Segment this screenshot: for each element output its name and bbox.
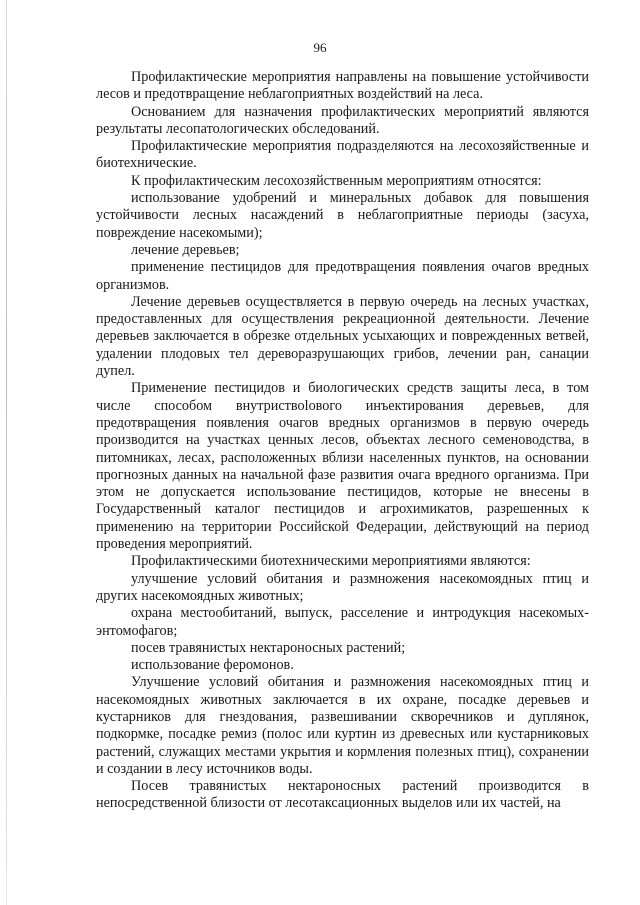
paragraph: Посев травянистых нектароносных растений производится в непосредственной близости от лесотаксационных выделов или их частей, на xyxy=(96,778,589,812)
page-number: 96 xyxy=(313,40,327,55)
paragraph: К профилактическим лесохозяйственным мероприятиям относятся: xyxy=(131,172,542,189)
paragraph: Профилактические мероприятия подразделяются на лесохозяйственные и биотехнические. xyxy=(96,138,589,172)
list-item-paragraph: посев травянистых нектароносных растений; xyxy=(131,639,406,656)
list-item-paragraph: применение пестицидов для предотвращения появления очагов вредных организмов. xyxy=(96,259,589,293)
paragraph: Профилактическими биотехническими мероприятиями являются: xyxy=(131,553,531,570)
list-item-paragraph: использование удобрений и минеральных добавок для повышения устойчивости лесных насаждений в неблагоприятные периоды (засуха, повреждение насекомыми); xyxy=(96,190,589,241)
list-item-paragraph: использование феромонов. xyxy=(131,657,294,674)
paragraph: Основанием для назначения профилактических мероприятий являются результаты лесопатологических обследований. xyxy=(96,103,589,137)
list-item-paragraph: лечение деревьев; xyxy=(131,241,240,258)
scan-edge-line xyxy=(6,0,7,905)
paragraph: Применение пестицидов и биологических средств защиты леса, в том числе способом внутриствolового инъектирования деревьев, для предотвращения появления очагов вредных организмов в первую очередь производится на участках ценных лесов, объектах лесного семеноводства, в питомниках, лесах, расположенных вблизи населенных пунктов, на основании прогнозных данных на начальной фазе развития очага вредного организма. При этом не допускается использование пестицидов, которые не внесены в Государственный каталог пестицидов и агрохимикатов, разрешенных к применению на территории Российской Федерации, действующий на период проведения мероприятий. xyxy=(96,380,589,553)
paragraph: Улучшение условий обитания и размножения насекомоядных птиц и насекомоядных животных заключается в их охране, посадке деревьев и кустарников для гнездования, развешивании скворечников и дуплянок, подкормке, посадке ремиз (полос или куртин из древесных или кустарниковых растений, служащих местами укрытия и кормления полезных птиц), сохранении и создании в лесу источников воды. xyxy=(96,674,589,777)
paragraph: Лечение деревьев осуществляется в первую очередь на лесных участках, предоставленных для осуществления рекреационной деятельности. Лечение деревьев заключается в обрезке отдельных усыхающих и поврежденных ветвей, удалении плодовых тел дереворазрушающих грибов, лечении ран, санации дупел. xyxy=(96,293,589,380)
paragraph: Профилактические мероприятия направлены на повышение устойчивости лесов и предотвращение неблагоприятных воздействий на леса. xyxy=(96,69,589,103)
document-body xyxy=(96,69,589,813)
list-item-paragraph: охрана местообитаний, выпуск, расселение и интродукция насекомых-энтомофагов; xyxy=(96,605,589,639)
list-item-paragraph: улучшение условий обитания и размножения насекомоядных птиц и других насекомоядных животных; xyxy=(96,570,589,604)
